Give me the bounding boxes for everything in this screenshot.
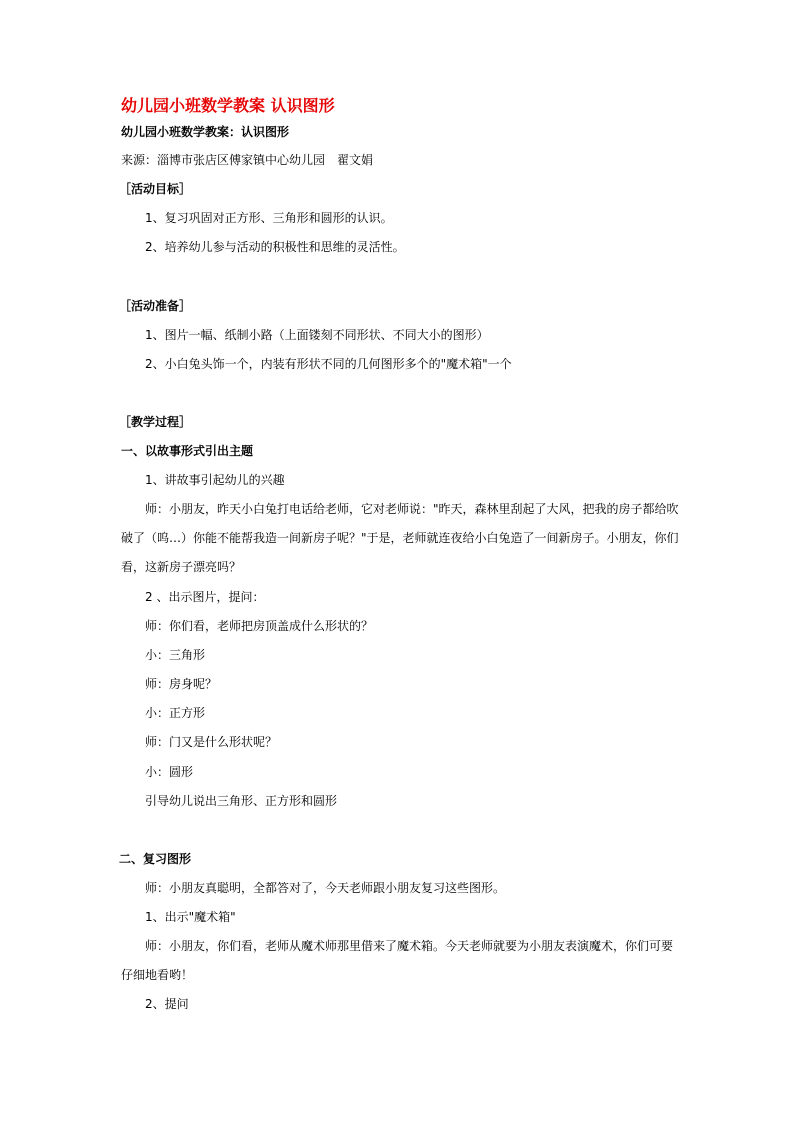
goals-heading: ［活动目标］	[119, 182, 192, 196]
prep-item-1: 1、图片一幅、纸制小路（上面镂刻不同形状、不同大小的图形）	[145, 328, 489, 342]
goal-item-2: 2、培养幼儿参与活动的积极性和思维的灵活性。	[145, 240, 405, 254]
dialogue-line: 小：圆形	[145, 765, 194, 779]
part1-heading: 一、以故事形式引出主题	[121, 444, 254, 458]
dialogue-line: 小：正方形	[145, 706, 206, 720]
process-heading: ［教学过程］	[119, 415, 192, 429]
part2-intro: 师：小朋友真聪明，全都答对了，今天老师跟小朋友复习这些图形。	[145, 881, 506, 895]
source-line: 来源：淄博市张店区傅家镇中心幼儿园 翟文娟	[121, 153, 374, 167]
part2-step-2: 2、提问	[145, 997, 189, 1011]
guidance-line: 引导幼儿说出三角形、正方形和圆形	[145, 794, 338, 808]
prep-heading: ［活动准备］	[119, 299, 192, 313]
story-line-2: 破了（呜…）你能不能帮我造一间新房子呢？"于是，老师就连夜给小白兔造了一间新房子。小朋友，你们	[121, 531, 679, 545]
goal-item-1: 1、复习巩固对正方形、三角形和圆形的认识。	[145, 211, 393, 225]
dialogue-line: 师：门又是什么形状呢？	[145, 735, 278, 749]
document-title: 幼儿园小班数学教案 认识图形	[121, 96, 335, 115]
part1-step-2: 2 、出示图片，提问：	[145, 590, 265, 604]
part2-heading: 二、复习图形	[119, 852, 192, 866]
prep-item-2: 2、小白兔头饰一个，内装有形状不同的几何图形多个的"魔术箱"一个	[145, 357, 512, 371]
magic-line-1: 师：小朋友，你们看，老师从魔术师那里借来了魔术箱。今天老师就要为小朋友表演魔术，你们可要	[145, 939, 674, 953]
document-subtitle: 幼儿园小班数学教案：认识图形	[121, 125, 290, 139]
magic-line-2: 仔细地看哟！	[121, 968, 194, 982]
dialogue-line: 师：你们看，老师把房顶盖成什么形状的？	[145, 619, 374, 633]
story-line-1: 师：小朋友，昨天小白兔打电话给老师，它对老师说："昨天，森林里刮起了大风，把我的房子都给吹	[145, 502, 679, 516]
dialogue-line: 师：房身呢？	[145, 677, 218, 691]
dialogue-line: 小：三角形	[145, 648, 206, 662]
story-line-3: 看，这新房子漂亮吗？	[121, 560, 242, 574]
part1-step-1: 1、讲故事引起幼儿的兴趣	[145, 473, 285, 487]
part2-step-1: 1、出示"魔术箱"	[145, 910, 236, 924]
